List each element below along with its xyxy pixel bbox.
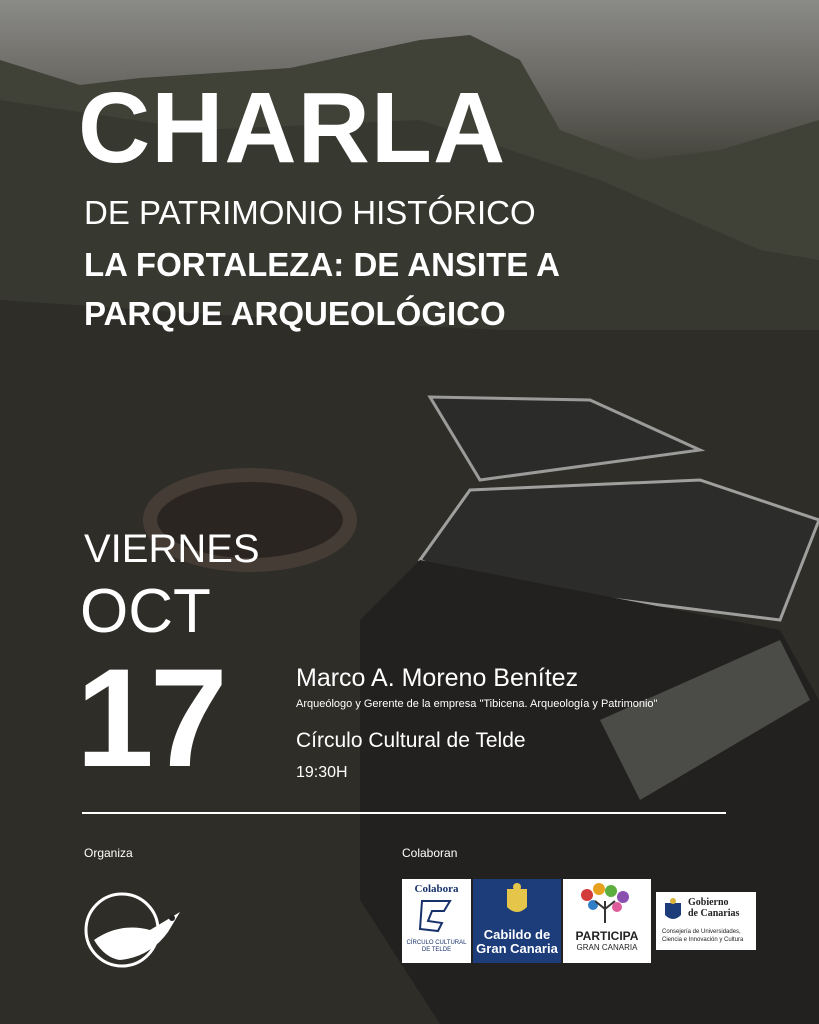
gobierno-crest-icon bbox=[662, 897, 684, 925]
cabildo-logo: Cabildo de Gran Canaria bbox=[473, 879, 561, 963]
participa-tree-icon bbox=[563, 879, 651, 925]
participa-logo: PARTICIPA GRAN CANARIA bbox=[563, 879, 651, 963]
event-subtitle: DE PATRIMONIO HISTÓRICO bbox=[84, 194, 536, 231]
event-title: CHARLA bbox=[78, 72, 507, 184]
speaker-role: Arqueólogo y Gerente de la empresa "Tibicena. Arqueología y Patrimonio" bbox=[296, 698, 658, 710]
turcon-logo bbox=[80, 882, 194, 980]
event-day-number: 17 bbox=[76, 639, 224, 796]
event-weekday: VIERNES bbox=[84, 527, 260, 571]
event-time: 19:30H bbox=[296, 764, 348, 781]
event-month: OCT bbox=[80, 577, 211, 646]
gobierno-canarias-logo: Gobierno de Canarias Consejería de Universidades, Ciencia e Innovación y Cultura bbox=[656, 892, 756, 950]
event-topic: LA FORTALEZA: DE ANSITE A PARQUE ARQUEOLÓGICO bbox=[84, 246, 559, 332]
speaker-name: Marco A. Moreno Benítez bbox=[296, 664, 579, 692]
cabildo-crest-icon bbox=[473, 879, 561, 923]
divider bbox=[82, 812, 726, 814]
colaboran-label: Colaboran bbox=[402, 846, 458, 860]
circulo-emblem-icon bbox=[402, 895, 471, 935]
circulo-cultural-logo: Colabora CÍRCULO CULTURAL DE TELDE bbox=[402, 879, 471, 963]
organiza-label: Organiza bbox=[84, 846, 133, 860]
event-venue: Círculo Cultural de Telde bbox=[296, 729, 526, 752]
